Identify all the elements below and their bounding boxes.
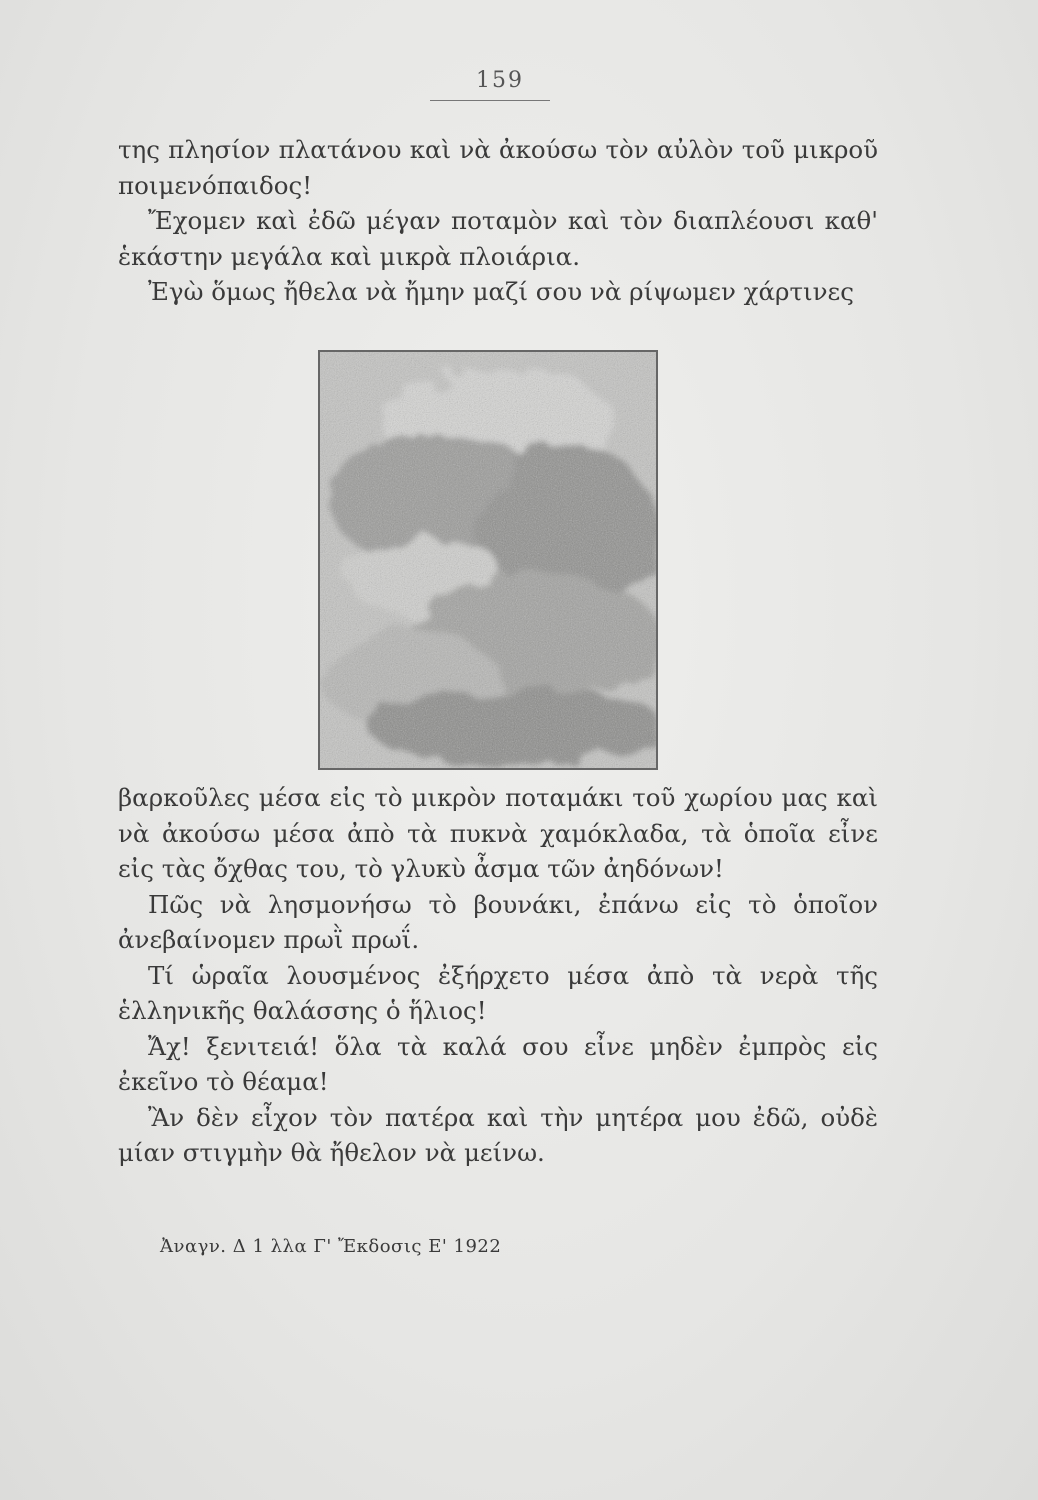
page-number: 159 <box>476 68 524 93</box>
paragraph: Πῶς νὰ λησμονήσω τὸ βουνάκι, ἐπάνω εἰς τὸ ὁποῖον ἀνεβαίνομεν πρωῒ πρωΐ. <box>118 889 878 954</box>
paragraph: βαρκοῦλες μέσα εἰς τὸ μικρὸν ποταμάκι τοῦ χωρίου μας καὶ νὰ ἀκούσω μέσα ἀπὸ τὰ πυκνὰ χαμόκλαδα, τὰ ὁποῖα εἶνε εἰς τὰς ὄχθας του, τὸ γλυκὺ ἆσμα τῶν ἀηδόνων! <box>118 783 878 883</box>
engraving-illustration <box>318 350 658 770</box>
paragraph: Τί ὡραῖα λουσμένος ἐξήρχετο μέσα ἀπὸ τὰ νερὰ τῆς ἑλληνικῆς θαλάσσης ὁ ἥλιος! <box>118 960 878 1025</box>
printer-footnote: Ἀναγν. Δ 1 λλα Γ' Ἔκδοσις Ε' 1922 <box>160 1236 502 1257</box>
paragraph: Ἄχ! ξενιτειά! ὅλα τὰ καλά σου εἶνε μηδὲν ἐμπρὸς εἰς ἐκεῖνο τὸ θέαμα! <box>118 1031 878 1096</box>
paragraph: Ἔχομεν καὶ ἐδῶ μέγαν ποταμὸν καὶ τὸν διαπλέουσι καθ' ἑκάστην μεγάλα καὶ μικρὰ πλοιάρια. <box>118 206 878 271</box>
engraving-landscape-icon <box>320 352 656 768</box>
paragraph: Ἂν δὲν εἶχον τὸν πατέρα καὶ τὴν μητέρα μου ἐδῶ, οὐδὲ μίαν στιγμὴν θὰ ἤθελον νὰ μείνω. <box>118 1102 878 1167</box>
text-block-bottom <box>118 780 878 1171</box>
paragraph: της πλησίον πλατάνου καὶ νὰ ἀκούσω τὸν αὐλὸν τοῦ μικροῦ ποιμενόπαιδος! <box>118 135 878 200</box>
paragraph: Ἐγὼ ὅμως ἤθελα νὰ ἤμην μαζί σου νὰ ρίψωμεν χάρτινες <box>148 277 854 306</box>
page-number-rule <box>430 100 550 101</box>
text-block-top <box>118 132 878 310</box>
